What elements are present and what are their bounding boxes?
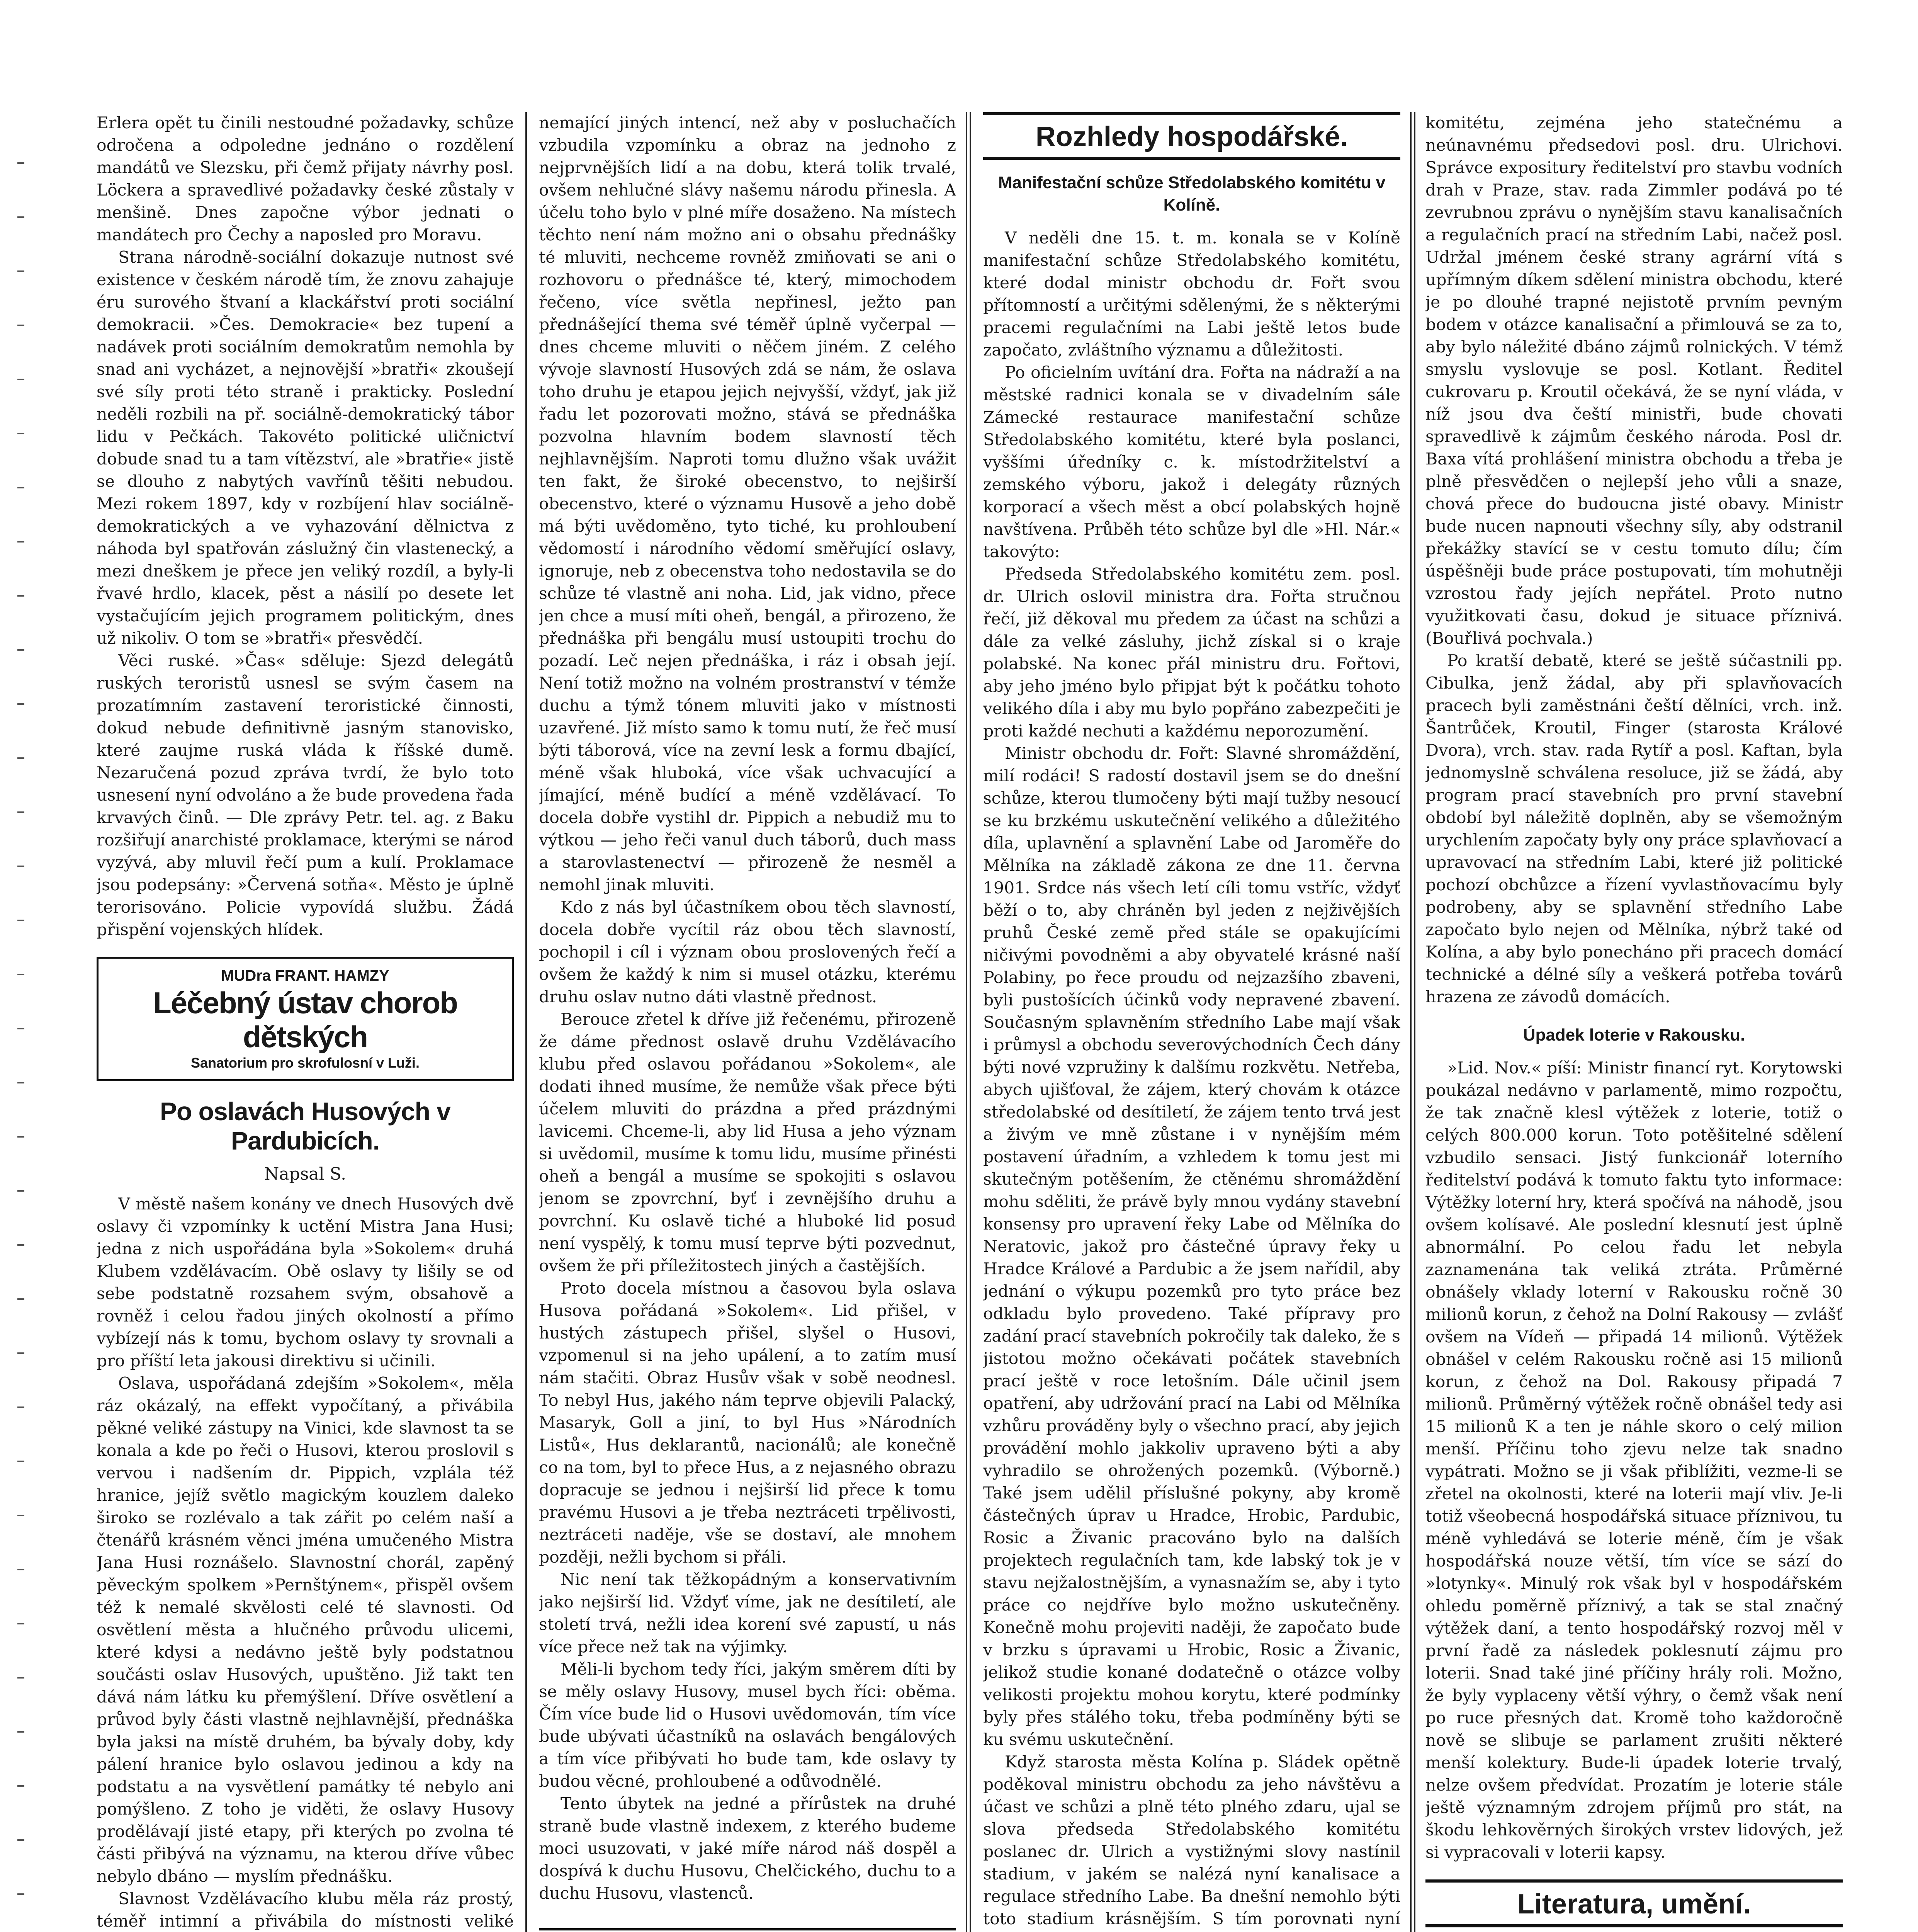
paragraph: V městě našem konány ve dnech Husových dvě oslavy či vzpomínky k uctění Mistra Jana Husi; jedna z nich uspořádána byla »Sokolem« druhá Klubem vzdělávacím. Obě oslavy ty lišily se od sebe podstatně rozsahem svým, obsahově a rovněž i celou řadou jiných okolností a přímo vybízejí nás k tomu, bychom oslavy ty srovnali a pro příští leta jakousi direktivu si učinili. [97, 1195, 514, 1371]
column-4 [1425, 112, 1843, 1932]
column-3 [983, 112, 1400, 1932]
paragraph: Po oficielním uvítání dra. Fořta na nádraží a na městské radnici konala se v divadelním sále Zámecké restaurace manifestační schůze Středolabského komitétu, které byla poslanci, vyššími úředníky c. k. místodržitelství a zemského výboru, jakož i delegáty různých korporací a všech měst a obcí polabských hojně navštívena. Průběh této schůze byl dle »Hl. Nár.« takovýto: [983, 363, 1400, 561]
ad-line: MUDra FRANT. HAMZY [221, 967, 389, 984]
paragraph: Oslava, uspořádaná zdejším »Sokolem«, měla ráz okázalý, na effekt vypočítaný, a přivábila pěkné veliké zástupy na Vinici, kde slavnost ta se konala a kde po řeči o Husovi, kterou proslovil s vervou i nadšením dr. Pippich, vzplála též hranice, jejíž světlo magickým kouzlem daleko široko se rozlévalo a tak zářit po celém naší a čtenářů krásném věnci jména umučeného Mistra Jana Husi roznášelo. Slavnostní chorál, zapěný pěveckým spolkem »Pernštýnem«, přispěl ovšem též k nemalé skvělosti celé té slavnosti. Od osvětlení města a hlučného průvodu ulicemi, které kdysi a nedávno ještě byly podstatnou součásti oslav Husových, upuštěno. Již takt ten dává nám látku ku přemýšlení. Dříve osvětlení a průvod byly části vlastně nejhlavnější, přednáška byla jaksi na místě druhém, ba bývaly doby, kdy pálení hranice bylo oslavou jedinou a kdy na podstatu a na vysvětlení památky té nebylo ani pomýšleno. Z toho je viděti, že oslavy Husovy prodělávají jisté etapy, při kterých po zvolna té části přibývá na významu, na kterou dříve vůbec nebylo dbáno — myslím přednášku. [97, 1374, 514, 1886]
paragraph: Berouce zřetel k dříve již řečenému, přirozeně že dáme přednost oslavě druhu Vzdělávacího klubu před oslavou pořádanou »Sokolem«, ale dodati ihned musíme, že nemůže však přece býti účelem mluviti do prázdna a před prázdnými lavicemi. Chceme-li, aby lid Husa a jeho význam si uvědomil, musíme k tomu lidu, musíme přinésti oheň a bengál a musíme se spokojiti s oslavou jenom se zpovrchní, byť i zevnějšího druhu a povrchní. Ku oslavě tiché a hluboké lid posud není vyspělý, k tomu musí teprve býti pozvednut, ovšem že při příležitostech jiných a častějších. [539, 1010, 956, 1276]
section-heading: Rozhledy hospodářské. [983, 112, 1400, 160]
paragraph: Erlera opět tu činili nestoudné požadavky, schůze odročena a odpoledne jednáno o rozdělení mandátů ve Slezsku, při čemž přijaty návrhy posl. Löckera a spravedlivé požadavky české zůstaly v menšině. Dnes započne výbor jednati o mandátech pro Čechy a naposled pro Moravu. [97, 114, 514, 245]
column-rule [525, 112, 527, 1932]
paragraph: Předseda Středolabského komitétu zem. posl. dr. Ulrich oslovil ministra dra. Fořta stručnou řečí, již děkoval mu předem za účast na schůzi a dále za velké zásluhy, jichž získal si o kraje polabské. Na konec přál ministru dru. Fořtovi, aby jeho jméno bylo připjat být k počátku tohoto velikého díla i aby mu bylo popřáno zabezpečiti je proti každé nechuti a každému neporozumění. [983, 565, 1400, 741]
paragraph: Věci ruské. »Čas« sděluje: Sjezd delegátů ruských teroristů usnesl se svým časem na prozatímním zastavení teroristické činnosti, dokud nebude definitivně jasným stanovisko, které zaujme ruská vláda k říšské dumě. Nezaručená pozud zpráva tvrdí, že bylo toto usnesení nyní odvoláno a že bude provedena řada krvavých činů. — Dle zprávy Petr. tel. ag. z Baku rozšiřují anarchisté proklamace, kterými se národ vyzývá, aby mluvil řečí pum a kulí. Proklamace jsou podepsány: »Červená sotňa«. Město je úplně terorisováno. Policie vypovídá službu. Žádá přispění vojenských hlídek. [97, 651, 514, 939]
paragraph: »Lid. Nov.« píší: Ministr financí ryt. Korytowski poukázal nedávno v parlamentě, mimo rozpočtu, že tak značně klesl výtěžek z loterie, totiž o celých 800.000 korun. Toto potěšitelné sdělení vzbudilo sensaci. Jistý funkcionář loterního ředitelství podává k tomuto faktu tyto informace: Výtěžky loterní hry, která spočívá na náhodě, jsou ovšem kolísavé. Ale poslední klesnutí jest úplně abnormální. Po celou řadu let nebyla zaznamenána tak veliká ztráta. Průměrné obnášely vklady loterní v Rakousku ročně 30 milionů korun, z čehož na Dolní Rakousy — zvlášť ovšem na Vídeň — připadá 14 milionů. Výtěžek obnášel v celém Rakousku ročně asi 15 milionů korun, z čehož na Dol. Rakousy připadá 7 milionů. Průměrný výtěžek ročně obnášel tedy asi 15 milionů K a ten je náhle skoro o celý milion menší. Příčinu toho zjevu nelze tak snadno vypátrati. Možno se ji však přiblížiti, vezme-li se zřetel na okolnosti, které na loterii mají vliv. Je-li totiž všeobecná hospodářská situace příznivou, tu méně vyhledává se loterie méně, čím je však hospodářská nouze větší, tím více se sází do »lotynky«. Minulý rok však byl v hospodářském ohledu poměrně příznivý, a tak se stal značný výtěžek daní, a tento hospodářský rozvoj měl v první řadě za následek poklesnutí zájmu pro loterii. Snad také jiné příčiny hrály roli. Možno, že byly vyplaceny větší výhry, o čemž však není po ruce přesných dat. Kromě toho každoročně nově se slibuje se parlament zrušiti některé menší kolektury. Bude-li úpadek loterie trvalý, nelze ovšem předvídat. Prozatím je loterie stále ještě významným zdrojem příjmů pro stát, na škodu lehkověrných širokých vrstev lidových, jež si vypracovali v loterii kapsy. [1425, 1059, 1843, 1862]
column-rule [966, 112, 971, 1932]
article-byline: Napsal S. [264, 1164, 347, 1184]
paragraph: Kdo z nás byl účastníkem obou těch slavností, docela dobře vycítil ráz obou těch slavností, pochopil i cíl i význam obou proslovených řečí a ovšem že každý k nim si musel otázku, kterému druhu oslav nutno dáti vlastně přednost. [539, 898, 956, 1007]
article-title: Úpadek loterie v Rakousku. [1523, 1026, 1745, 1044]
column-rule [1410, 112, 1415, 1932]
advertisement-janke [539, 1928, 956, 1932]
column-1 [97, 112, 514, 1932]
paragraph: Měli-li bychom tedy říci, jakým směrem díti by se měly oslavy Husovy, musel bych říci: oběma. Čím více bude lid o Husovi uvědomován, tím více bude ubývati účastníků na oslavách bengálových a tím více přibývati ho bude tam, kde oslavy ty budou věcné, prohloubené a odůvodnělé. [539, 1660, 956, 1791]
paragraph: Ministr obchodu dr. Fořt: Slavné shromáždění, milí rodáci! S radostí dostavil jsem se do dnešní schůze, kterou tlumočeny býti mají tužby nesoucí se ku brzkému uskutečnění velikého a důležitého díla, uplavnění a splavnění Labe od Jaroměře do Mělníka na základě zákona ze dne 11. června 1901. Srdce nás všech letí cíli tomu vstříc, vždyť běží o to, aby chráněn byl jeden z nejživějších pruhů České země před stále se opakujícími ničivými povodněmi a aby obyvatelé krásné naší Polabiny, po řece proudu od nejzazšího zbaveni, byli pustošících účinků vody nepravené zbavení. Současným splavněním středního Labe mají však i průmysl a obchodu severovýchodních Čech dány býti nové vzpružiny k dalšímu rozkvětu. Netřeba, abych ujišťoval, že zájem, který chovám k otázce středolabské od desítiletí, že zájem tento trvá jest a živým ve mně zůstane i v nynějším mém postavení úřadním, a vzhledem k tomu jest mi skutečným potěšením, že ctěnému shromáždění mohu sděliti, že právě byly mnou vydány stavební konsensy pro upravení řeky Labe od Mělníka do Neratovic, jakož pro částečné úpravy řeky u Hradce Králové a Pardubic a že jsem nařídil, aby jednání o výkupu pozemků pro tyto práce bez odkladu bylo provedeno. Také přípravy pro zadání prací stavebních pokročily tak daleko, že s jistotou možno očekávati počátek stavebních prací ještě v roce letošním. Dále učinil jsem opatření, aby udržování prací na Labi od Mělníka vzhůru prováděny byly o všechno prací, aby jejich provádění mohlo jakkoliv upraveno býti a aby vyhradilo se ohrožených pozemků. (Výborně.) Také jsem udělil příslušné pokyny, aby kromě částečných úprav u Hradce, Hrobic, Pardubic, Rosic a Živanic pracováno bylo na dalších projektech regulačních tam, kde labský tok je v stavu nejžalostnějším, a vynasnažím se, aby i tyto práce co nejdříve bylo možno uskutečněny. Konečně mohu projeviti naději, že započato bude v brzku s úpravami u Hrobic, Rosic a Živanic, jelikož studie konané dodatečně o otázce volby velikosti projektu mohou korytu, které podmínky byly přes stálého toku, třeba podmíněny býti se ku svému uskutečnění. [983, 744, 1400, 1749]
ad-line: Sanatorium pro skrofulosní v Luži. [190, 1055, 420, 1071]
paragraph: Po kratší debatě, které se ještě súčastnili pp. Cibulka, jenž žádal, aby při splavňovacích pracech byli zaměstnáni čeští dělníci, vrch. inž. Šantrůček, Kroutil, Finger (starosta Králové Dvora), vrch. stav. rada Rytíř a posl. Kaftan, byla jednomyslně schválena resoluce, již se žádá, aby program prací stavebních pro první stavební období byl náležitě doplněn, aby se všemožným urychlením započaty byly ony práce splavňovací a upravovací na středním Labi, které již politické pochozí obchůzce a řízení vyvlastňovacímu byly podrobeny, aby se splavnění středního Labe započato bylo nejen od Mělníka, nýbrž také od Kolína, a aby bylo ponecháno při pracech domácí technické a délné síly a veškerá potřeba továrů hrazena ze závodů domácích. [1425, 651, 1843, 1007]
article-title: Po oslavách Husových v Pardubicích. [160, 1097, 450, 1155]
paragraph: Proto docela místnou a časovou byla oslava Husova pořádaná »Sokolem«. Lid přišel, v hustých zástupech přišel, slyšel o Husovi, vzpomenul si na jeho upálení, a to zatím musí nám stačiti. Obraz Husův však v sobě neodnesl. To nebyl Hus, jakého nám teprve objevili Palacký, Masaryk, Goll a jiní, to byl Hus »Národních Listů«, Hus deklarantů, nacionálů; ale konečně co na tom, byl to přece Hus, a z nejasného obrazu dopracuje se jednou i nejširší lid přece k tomu pravému Husovi a je třeba neztráceti trpělivosti, neztráceti naděje, vše se dostaví, ale mnohem později, nežli bychom si přáli. [539, 1279, 956, 1567]
column-2 [539, 112, 956, 1932]
paragraph: Strana národně-sociální dokazuje nutnost své existence v českém národě tím, že znovu zahajuje éru surového štvaní a klackářství proti sociální demokracii. »Čes. Demokracie« bez tupení a nadávek proti sociálním demokratům nemohla by snad ani vycházet, a nejnovější »bratři« zkoušejí své síly proti této straně i prakticky. Poslední neděli rozbili na př. sociálně-demokratický tábor lidu v Pečkách. Takovéto politické uličnictví dobude snad tu a tam vítězství, ale »bratřie« jistě se dlouho z nabytých vavřínů těšiti nebudou. Mezi rokem 1897, kdy v rozbíjení hlav sociálně-demokratických a ve vyhazování dělnictva z náhoda byl spatřován záslužný čin vlastenecký, a mezi dneškem je přece jen veliký rozdíl, a byly-li řvavé hrdlo, klacek, pěst a násilí po desete let vystačujícím jejich programem politickým, dnes už nikoliv. O tom se »bratři« přesvědčí. [97, 248, 514, 648]
paragraph: komitétu, zejména jeho statečnému a neúnavnému předsedovi posl. dru. Ulrichovi. Správce expositury ředitelství pro stavbu vodních drah v Praze, stav. rada Zimmler podává po té zevrubnou zprávu o nynějším stavu kanalisačních a regulačních prací na středním Labi, načež posl. Udržal jménem české strany agrární vítá s upřímným díkem sdělení ministra obchodu, které je po dlouhé trapné nejistotě prvním pevným bodem v otázce kanalisační a přimlouvá se za to, aby bylo náležité dbáno zájmů rolnických. V témž smyslu vyslovuje se posl. Kotlant. Ředitel cukrovaru p. Kroutil očekává, že se nyní vláda, v níž jsou dva čeští ministři, bude chovati spravedlivě k zájmům českého národa. Posl dr. Baxa vítá prohlášení ministra obchodu a třeba je plně přesvědčen o nejlepší jeho vůli a snaze, chová přece do budoucna jisté obavy. Ministr bude nucen napnouti všechny síly, aby odstranil překážky stavící se v cestu tomuto dílu; čím úspěšněji bude práce postupovati, tím mohutněji vzrostou řady jejích nepřátel. Proto nutno využitkovati času, dokud je situace příznivá. (Bouřlivá pochvala.) [1425, 114, 1843, 648]
paragraph: nemající jiných intencí, než aby v posluchačích vzbudila vzpomínku a obraz na jednoho z nejprvnějších lidí a na dobu, která tolik trvalé, ovšem nehlučné slávy našemu národu přinesla. A účelu toho bylo v plné míře dosaženo. Na místech těchto není nám možno ani o obsahu přednášky té mluviti, nechceme rovněž zmiňovati se ani o rozhovoru o přednášce té, který, mimochodem řečeno, více světla nepřinesl, ježto pan přednášející thema své téměř úplně vyčerpal — dnes chceme mluviti o něčem jiném. Z celého vývoje slavností Husových zdá se nám, že oslava toho druhu je etapou jejich nejvyšší, vždyť, jak již řadu let pozorovati možno, stává se přednáška pozvolna hlavním bodem slavností těch nejhlavnějším. Naproti tomu dlužno však uvážit ten fakt, že široké obecenstvo, to nejširší obecenstvo, které o významu Husově a jeho době má býti uvědoměno, tyto tiché, ku prohloubení vědomostí i národního vědomí směřující oslavy, ignoruje, neb z obecenstva toho nedostavila se do schůze té vlastně ani noha. Lid, jak vidno, přece jen chce a musí míti oheň, bengál, a přirozeno, že přednáška při bengálu musí ustoupiti trochu do pozadí. Leč nejen přednáška, i ráz i obsah její. Není totiž možno na volném prostranství v témže duchu a týmž tónem mluviti jako v místnosti uzavřené. Již místo samo k tomu nutí, že řeč musí býti táborová, více na zevní lesk a formu dbající, méně však hluboká, více však uchvacující a jímající, méně budící a méně vzdělávací. To docela dobře vystihl dr. Pippich a nebudiž mu to výtkou — jeho řeči vanul duch táborů, duch mass a starovlastenectví — přirozeně že nesměl a nemohl jinak mluviti. [539, 114, 956, 895]
ad-headline: Léčebný ústav chorob dětských [153, 986, 457, 1054]
paragraph: Když starosta města Kolína p. Sládek opětně poděkoval ministru obchodu za jeho návštěvu a účast ve schůzi a plně této plného zdaru, ujal se slova předseda Středolabského komitétu poslanec dr. Ulrich a vystižnými slovy nastínil stadium, v jakém se nalézá nyní kanalisace a regulace středního Labe. Ba dnešní nemohlo býti toto stadium krásnějším. S tím porovnati nyní [983, 1753, 1400, 1929]
paragraph: V neděli dne 15. t. m. konala se v Kolíně manifestační schůze Středolabského komitétu, které dodal ministr obchodu dr. Fořt svou přítomností a určitými sdělenými, že s některými pracemi regulačními na Labi ještě letos bude započato, zvláštního významu a důležitosti. [983, 229, 1400, 360]
paragraph: Tento úbytek na jedné a přírůstek na druhé straně bude vlastně indexem, z kterého budeme moci usuzovati, v jaké míře národ náš dospěl a dospívá k duchu Husovu, Chelčického, duchu to a duchu Husovu, vlastenců. [539, 1794, 956, 1903]
paragraph: Slavnost Vzdělávacího klubu měla ráz prostý, téměř intimní a přivábila do místnosti veliké [97, 1889, 514, 1931]
article-title: Manifestační schůze Středolabského komitétu v Kolíně. [998, 173, 1386, 214]
paragraph: Nic není tak těžkopádným a konservativním jako nejširší lid. Vždyť víme, jak ne desítiletí, ale století trvá, nežli idea korení své zapustí, u nás více přece než tak na výjimky. [539, 1570, 956, 1656]
margin-dots [17, 162, 24, 1932]
section-heading: Literatura, umění. [1425, 1879, 1843, 1927]
advertisement-hamza [97, 957, 514, 1081]
